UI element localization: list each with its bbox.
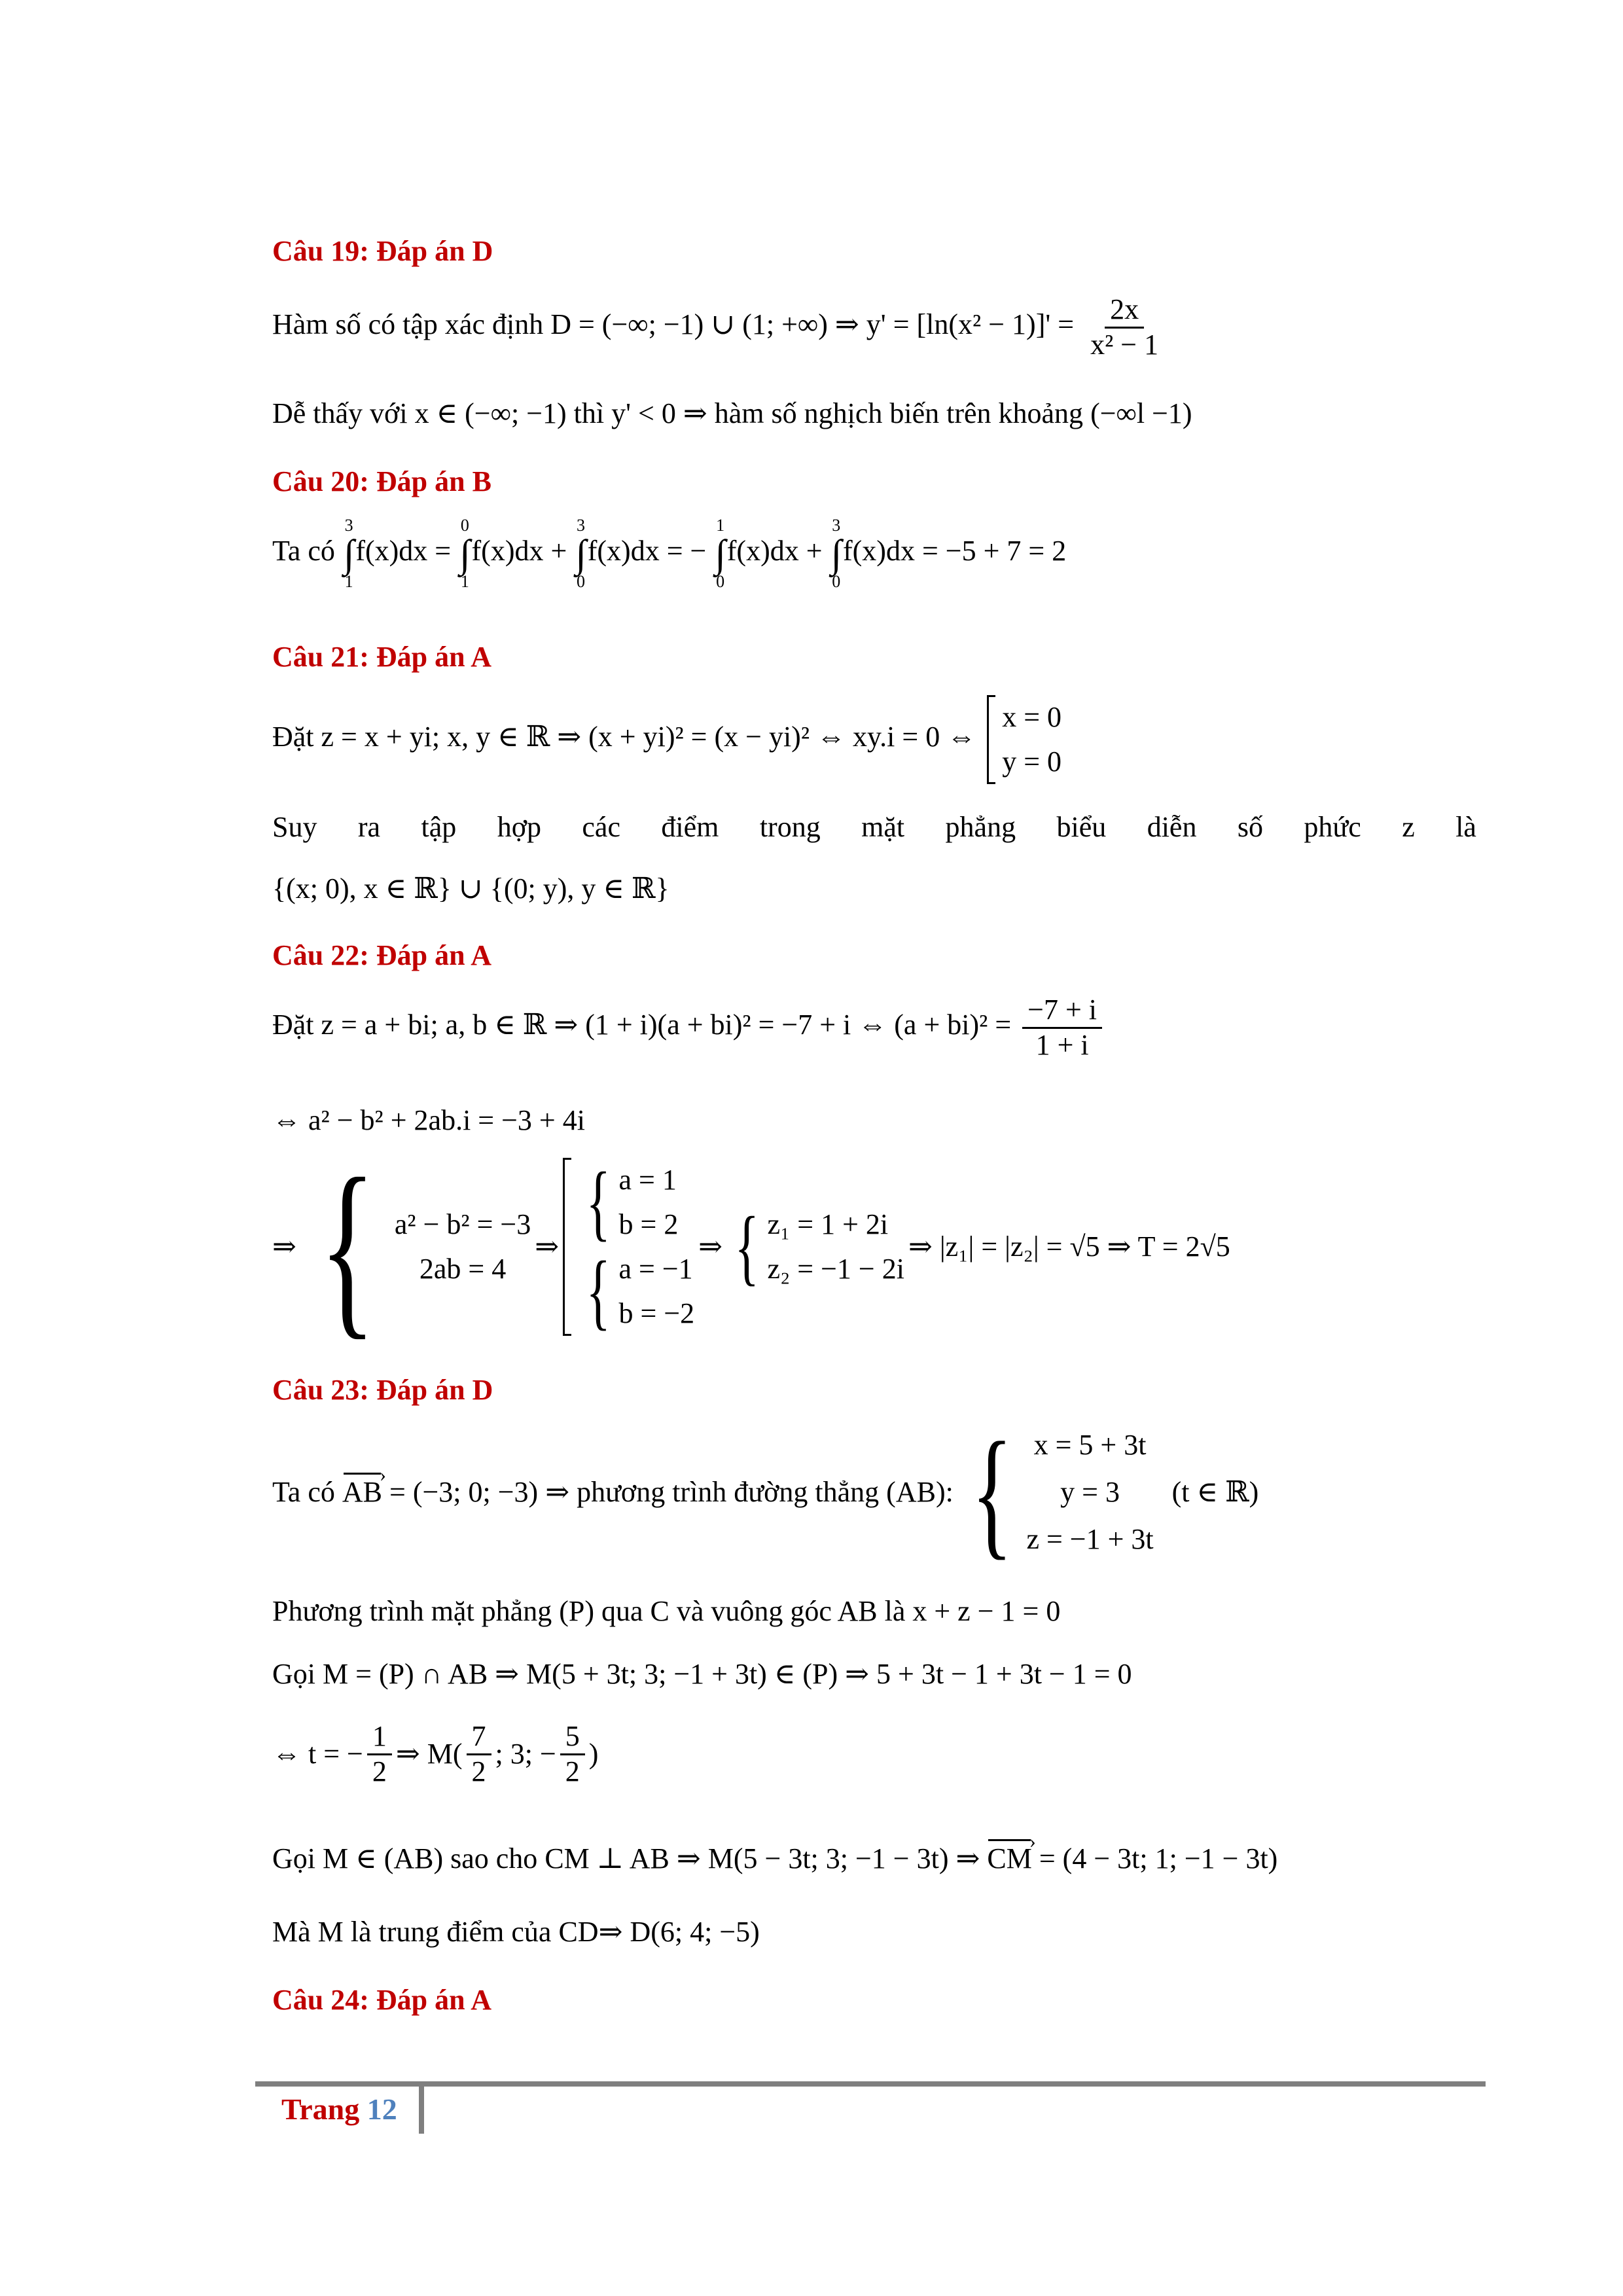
q19-heading: Câu 19: Đáp án D xyxy=(272,235,493,267)
q19-line2: Dễ thấy với x ∈ (−∞; −1) thì y' < 0 ⇒ hàm số nghịch biến trên khoảng (−∞l −1) xyxy=(272,397,1192,429)
q23-line1: Ta có AB › = (−3; 0; −3) ⇒ phương trình đường thẳng (AB): { x = 5 + 3t y = 3 z = −1 + 3t (t ∈ ℝ) xyxy=(272,1420,1258,1564)
integral-2: 0 ∫ 1 xyxy=(459,516,471,591)
integral-4: 1 ∫ 0 xyxy=(715,516,726,591)
q19-line1: Hàm số có tập xác định D = (−∞; −1) ∪ (1; +∞) ⇒ y' = [ln(x² − 1)]' = $\frac{2x}{\text{x² − 1}}$ xyxy=(272,293,1168,361)
footer-page-label: Trang 12 xyxy=(281,2092,397,2126)
q24-heading: Câu 24: Đáp án A xyxy=(272,1984,491,2016)
q21-word: ra xyxy=(357,811,381,843)
q21-word: mặt xyxy=(861,811,905,843)
q20-line1: Ta có 3 ∫ 1 f(x)dx = 0 ∫ 1 f(x)dx + 3 ∫ 0 f(x)dx = − 1 ∫ 0 f(x)dx + 3 ∫ 0 f(x)dx = −5 + 7 = 2 xyxy=(272,516,1067,591)
q21-word: các xyxy=(582,811,620,843)
q19-fraction: $\frac{2x}{\text{x² − 1}}$ xyxy=(1090,293,1159,361)
q22-fraction: $\frac{-7 + i}{1 + i}$ xyxy=(1022,994,1102,1062)
footer-divider xyxy=(419,2085,424,2134)
q21-line1: Đặt z = x + yi; x, y ∈ ℝ ⇒ (x + yi)² = (x − yi)² ⇔ xy.i = 0 ⇔ x = 0 y = 0 xyxy=(272,695,1065,784)
q22-system-3: { z₁ = 1 + 2i z₂ = −1 − 2i xyxy=(734,1200,904,1294)
q20-heading: Câu 20: Đáp án B xyxy=(272,465,491,497)
q21-word: Suy xyxy=(272,811,317,843)
q22-line2: ⇔ a² − b² + 2ab.i = −3 + 4i xyxy=(272,1104,585,1136)
q21-line3: {(x; 0), x ∈ ℝ} ∪ {(0; y), y ∈ ℝ} xyxy=(272,872,669,905)
q21-heading: Câu 21: Đáp án A xyxy=(272,641,491,673)
footer-rule xyxy=(255,2081,1486,2087)
q21-word: biểu xyxy=(1056,811,1107,843)
frac-half: $\frac{1}{2}$ xyxy=(367,1720,392,1788)
q21-word: tập xyxy=(421,811,457,843)
integral-1: 3 ∫ 1 xyxy=(343,516,355,591)
q21-word: z xyxy=(1402,811,1415,843)
q23-line5: Gọi M ∈ (AB) sao cho CM ⊥ AB ⇒ M(5 − 3t; 3; −1 − 3t) ⇒ CM › = (4 − 3t; 1; −1 − 3t) xyxy=(272,1840,1277,1877)
q23-heading: Câu 23: Đáp án D xyxy=(272,1374,493,1406)
q22-system-2: { a = 1 b = 2 { a = −1 b = −2 xyxy=(563,1158,694,1336)
q23-line3: Gọi M = (P) ∩ AB ⇒ M(5 + 3t; 3; −1 + 3t) ∈ (P) ⇒ 5 + 3t − 1 + 3t − 1 = 0 xyxy=(272,1658,1132,1690)
frac-seven-half: $\frac{7}{2}$ xyxy=(467,1720,491,1788)
q21-cases: x = 0 y = 0 xyxy=(987,695,1061,784)
integral-5: 3 ∫ 0 xyxy=(830,516,842,591)
q23-line2: Phương trình mặt phẳng (P) qua C và vuông góc AB là x + z − 1 = 0 xyxy=(272,1595,1061,1627)
integral-3: 3 ∫ 0 xyxy=(575,516,586,591)
q22-system: ⇒ { a² − b² = −3 2ab = 4 ⇒ { a = 1 b = 2 { a = −1 b = −2 ⇒ { z₁ = 1 + 2i z₂ = −1 − 2i ⇒ |z₁| = |z₂| = √5 ⇒ T = 2√5 xyxy=(272,1138,1230,1355)
q22-line1: Đặt z = a + bi; a, b ∈ ℝ ⇒ (1 + i)(a + bi)² = −7 + i ⇔ (a + bi)² = $\frac{-7 + i}{1 + i}$ xyxy=(272,994,1106,1062)
q21-word: phẳng xyxy=(945,811,1016,843)
vector-cm: CM › xyxy=(987,1840,1031,1877)
q23-line-system: { x = 5 + 3t y = 3 z = −1 + 3t xyxy=(971,1412,1154,1572)
q21-line2 xyxy=(272,809,1476,846)
q21-word: hợp xyxy=(497,811,541,843)
q22-heading: Câu 22: Đáp án A xyxy=(272,939,491,971)
q21-word: trong xyxy=(759,811,821,843)
q21-word: số xyxy=(1237,811,1263,843)
frac-five-half: $\frac{5}{2}$ xyxy=(560,1720,585,1788)
q23-line6: Mà M là trung điểm của CD⇒ D(6; 4; −5) xyxy=(272,1916,760,1948)
q21-word: diễn xyxy=(1147,811,1197,843)
q23-line4: ⇔ t = − $\frac{1}{2}$ ⇒ M( $\frac{7}{2}$ ; 3; − $\frac{5}{2}$ ) xyxy=(272,1719,599,1787)
page-number: 12 xyxy=(366,2092,397,2126)
q21-word: phức xyxy=(1304,811,1361,843)
q21-word: điểm xyxy=(661,811,719,843)
q21-word: là xyxy=(1455,811,1476,843)
q22-system-1: { a² − b² = −3 2ab = 4 xyxy=(319,1138,531,1355)
vector-ab: AB › xyxy=(342,1474,382,1511)
